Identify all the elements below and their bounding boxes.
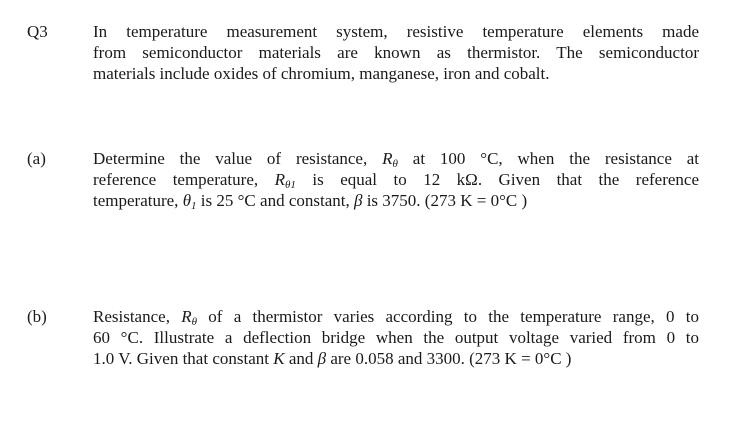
part-b-line-3: 1.0 V. Given that constant K and β are 0.058 and 3300. (273 K = 0°C ) [93,349,572,368]
part-b-text [93,306,699,369]
part-a-line-1: Determine the value of resistance, $R_\theta$ at 100 °C, when the resistance at [93,149,700,170]
part-a-label: (a) [27,149,46,168]
beta-symbol: β [317,349,327,368]
part-a-line-3: temperature, $\theta_1$ is 25 °C and constant, β is 3750. (273 K = 0°C ) [93,191,528,212]
intro-line-2: from semiconductor materials are known as thermistor. The semiconductor [93,43,699,62]
question-number: Q3 [27,22,48,41]
part-b-line-2: 60 °C. Illustrate a deflection bridge when the output voltage varied from 0 to [93,328,699,347]
k-symbol: K [273,349,285,368]
intro-line-3: materials include oxides of chromium, manganese, iron and cobalt. [93,64,550,83]
part-a-line-2: reference temperature, $R_{\theta 1}$ is equal to 12 kΩ. Given that the reference [93,170,700,191]
r-theta1-symbol: $R_{\theta 1}$ [274,170,296,191]
beta-symbol: β [353,191,363,210]
intro-line-1: In temperature measurement system, resistive temperature elements made [93,22,699,41]
question-intro-text [93,21,699,84]
part-b-label: (b) [27,307,47,326]
theta1-symbol: $\theta_1$ [182,191,197,212]
part-b-line-1: Resistance, $R_\theta$ of a thermistor varies according to the temperature range, 0 to [93,307,699,328]
r-theta-symbol: $R_\theta$ [181,307,198,328]
r-theta-symbol: $R_\theta$ [382,149,398,170]
part-a-text [93,148,699,211]
